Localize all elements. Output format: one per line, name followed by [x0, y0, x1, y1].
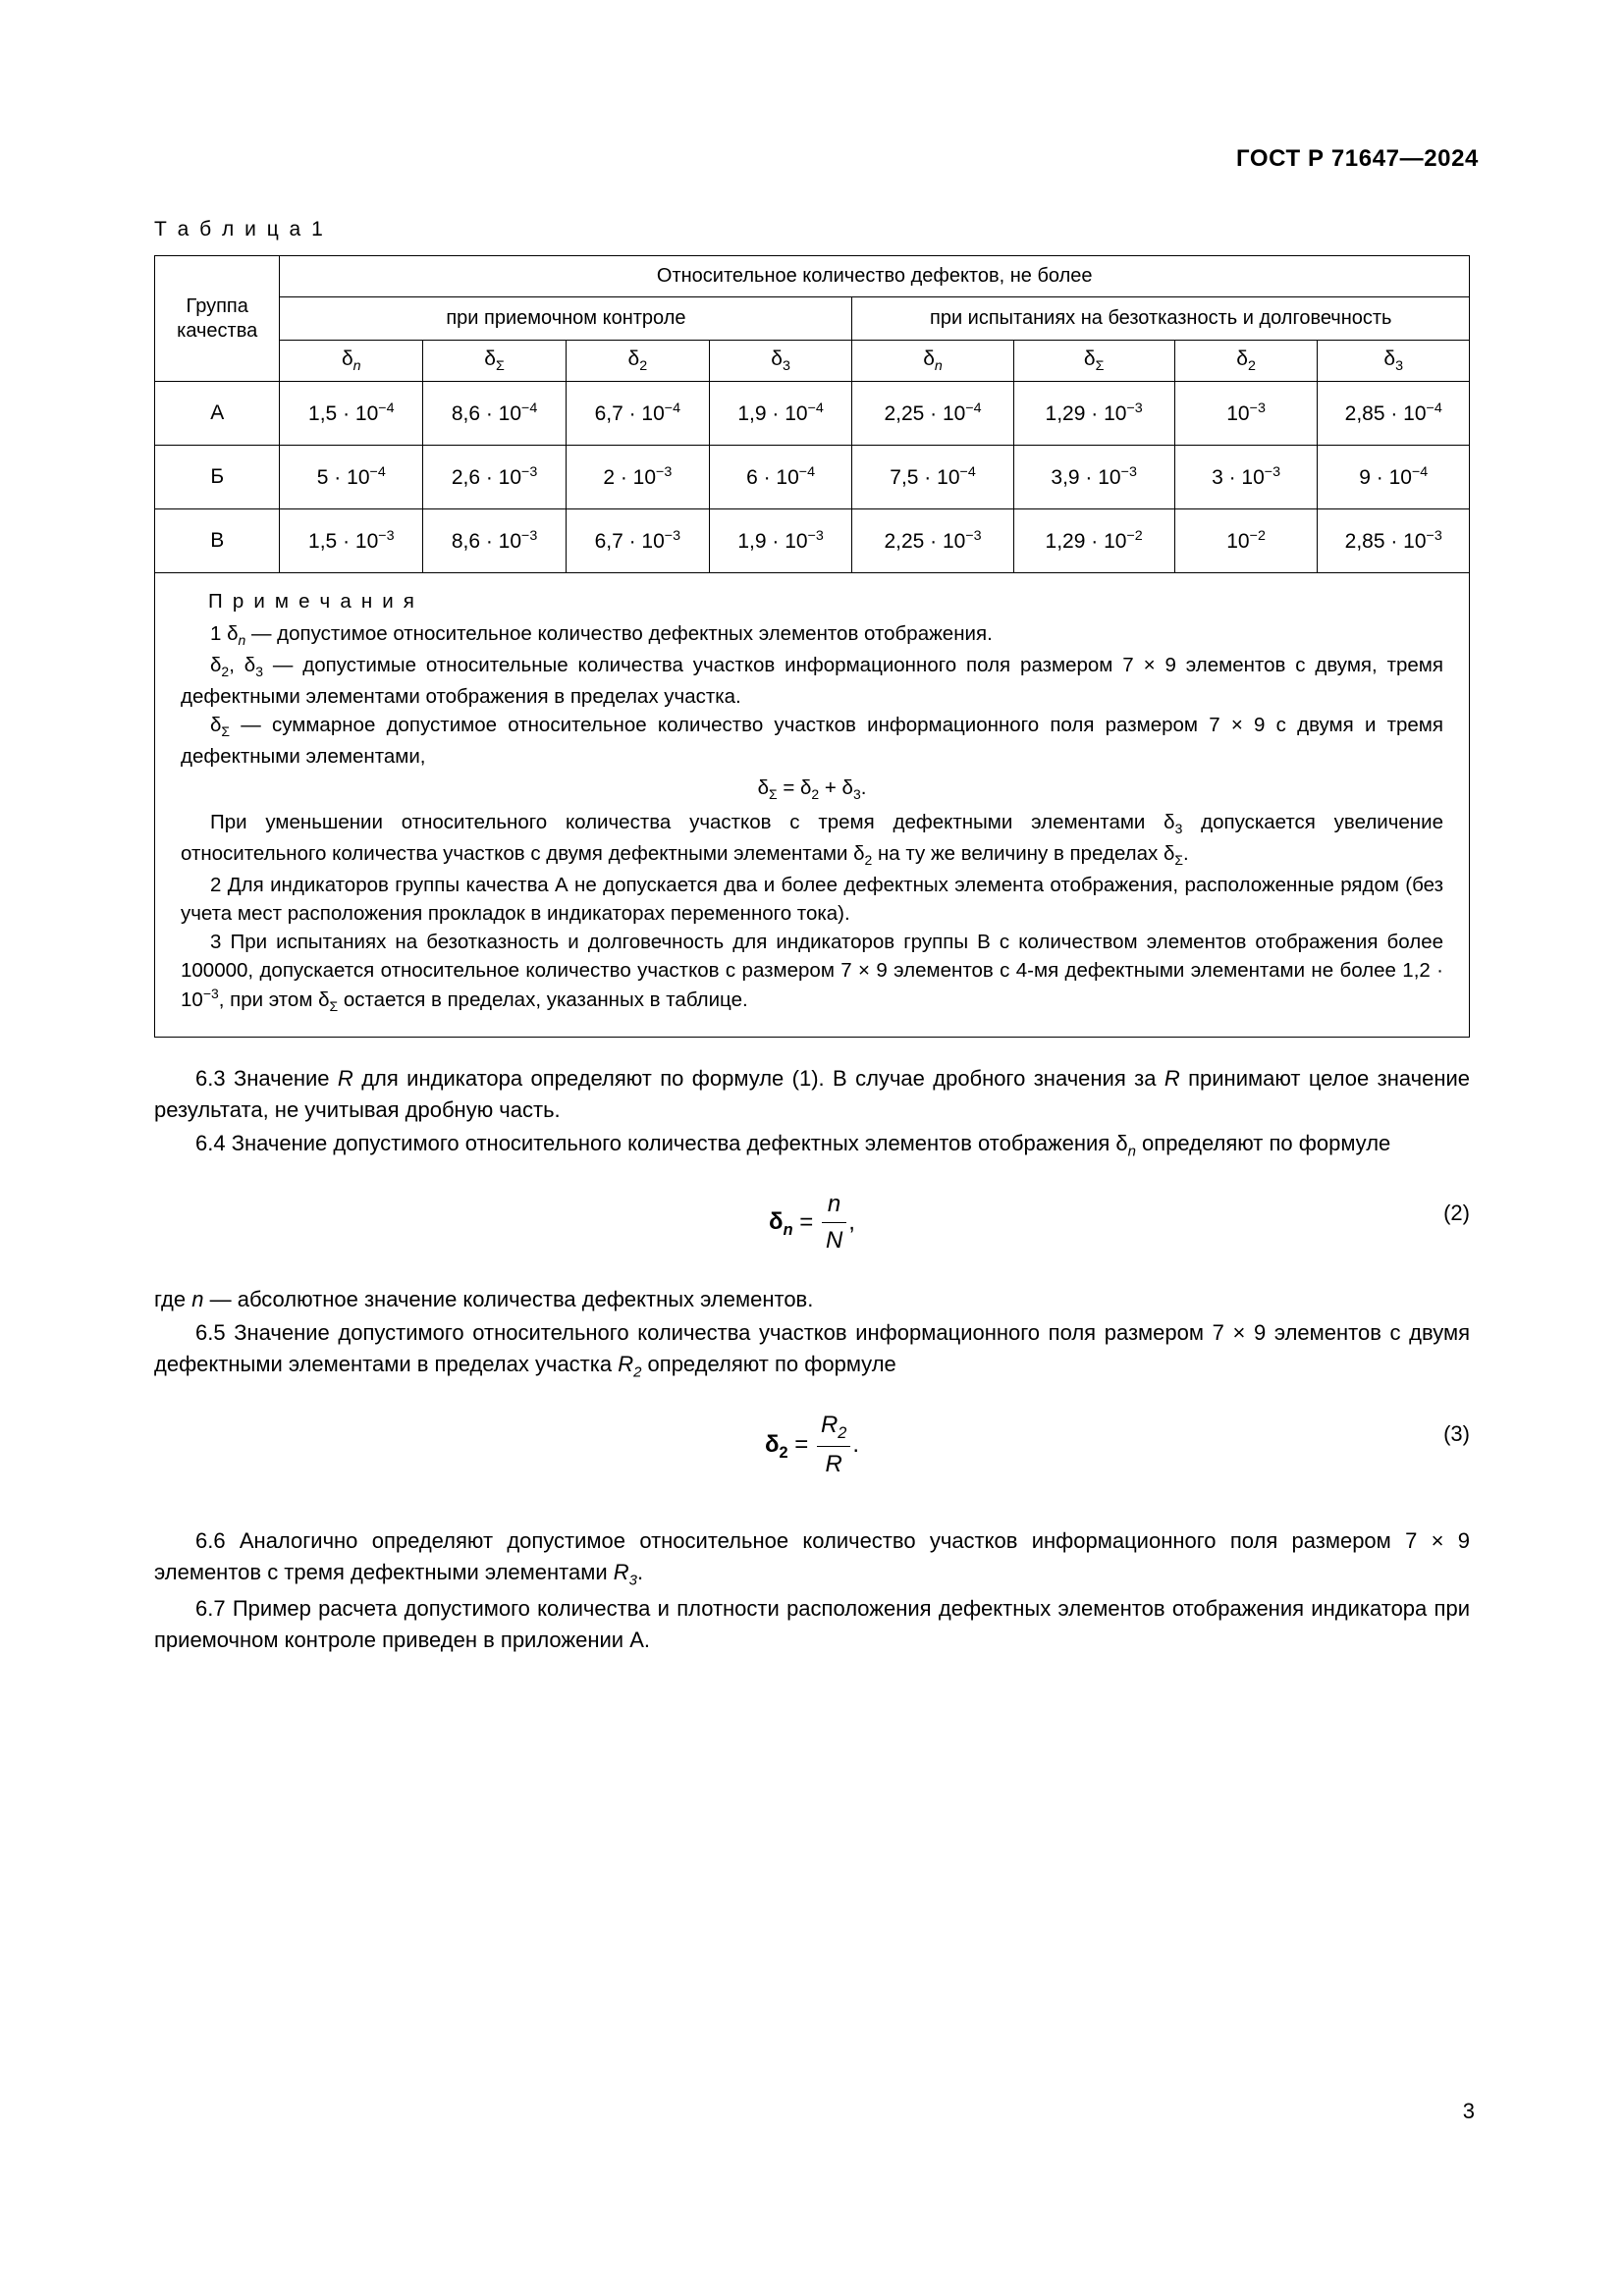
table-row	[155, 509, 1470, 573]
table-cell: $1,29 \cdot 10^{-2}$	[1013, 509, 1174, 573]
note-formula: $\delta_\Sigma = \delta_2 + \delta_3$.	[757, 775, 867, 803]
formula-2-number: (2)	[1443, 1200, 1470, 1225]
formula-3	[154, 1409, 1470, 1482]
table-caption: Т а б л и ц а 1	[154, 218, 326, 240]
table-header-group-line1: Группа	[186, 294, 248, 317]
table-header-span-right: при испытаниях на безотказность и долговечность	[852, 297, 1470, 341]
paragraph-6-4: 6.4 Значение допустимого относительного количества дефектных элементов отображения $\delta_n$ определяют по формуле	[195, 1130, 1391, 1159]
paragraph-6-7: 6.7 Пример расчета допустимого количества и плотности расположения дефектных элементов отображения индикатора при приемочном контроле приведен в приложении А.	[154, 1596, 1470, 1653]
table-cell: $2,6 \cdot 10^{-3}$	[423, 446, 567, 509]
table-cell: $6 \cdot 10^{-4}$	[709, 446, 852, 509]
table-cell: $3,9 \cdot 10^{-3}$	[1013, 446, 1174, 509]
note-item-5: 2 Для индикаторов группы качества А не допускается два и более дефектных элемента отображения, расположенные рядом (без учета мест расположения прокладок в индикаторах переменного тока).	[181, 873, 1443, 925]
table-header-span-left: при приемочном контроле	[280, 297, 852, 341]
table-header-symbol: $\delta_n$	[280, 341, 423, 382]
formula-2-lhs: $\delta_n$	[769, 1208, 793, 1239]
table-cell: $7,5 \cdot 10^{-4}$	[852, 446, 1013, 509]
table-header-symbol: $\delta_\Sigma$	[423, 341, 567, 382]
table-header-group	[155, 256, 280, 382]
table-cell: $8,6 \cdot 10^{-3}$	[423, 509, 567, 573]
note-item-6: 3 При испытаниях на безотказность и долговечность для индикаторов группы В с количеством элементов отображения более 100000, допускается относительное количество участков с размером 7 × 9 элементов с 4-мя дефектными элементами не более $1,2 \cdot 10^{-3}$, при этом $\delta_\Sigma$ остается в пределах, указанных в таблице.	[181, 930, 1443, 1014]
page-content	[154, 218, 1470, 1658]
table-row	[155, 382, 1470, 446]
page-number: 3	[1462, 2099, 1475, 2123]
table-header-symbol: $\delta_\Sigma$	[1013, 341, 1174, 382]
table-header-symbol: $\delta_n$	[852, 341, 1013, 382]
table-cell: $10^{-2}$	[1174, 509, 1318, 573]
table-cell: $2 \cdot 10^{-3}$	[566, 446, 709, 509]
table-cell: $1,29 \cdot 10^{-3}$	[1013, 382, 1174, 446]
formula-3-lhs: $\delta_2$	[764, 1430, 788, 1462]
table-header-span-all: Относительное количество дефектов, не более	[280, 256, 1470, 297]
paragraph-6-3: 6.3 Значение R для индикатора определяют по формуле (1). В случае дробного значения за R принимают целое значение результата, не учитывая дробную часть.	[154, 1065, 1470, 1122]
formula-3-number: (3)	[1443, 1421, 1470, 1446]
table-cell-group: А	[155, 382, 280, 446]
table-row	[155, 446, 1470, 509]
defects-table	[154, 255, 1470, 573]
formula-2-numerator: n	[822, 1188, 846, 1224]
table-header-symbol: $\delta_2$	[1174, 341, 1318, 382]
table-cell: $1,5 \cdot 10^{-3}$	[280, 509, 423, 573]
table-notes	[154, 573, 1470, 1038]
table-cell-group: В	[155, 509, 280, 573]
formula-3-fraction	[817, 1409, 850, 1482]
formula-2	[154, 1188, 1470, 1259]
formula-3-tail: .	[852, 1430, 860, 1458]
paragraph-6-5: 6.5 Значение допустимого относительного количества участков информационного поля размером 7 × 9 элементов с двумя дефектными элементами в пределах участка $R_2$ определяют по формуле	[154, 1320, 1470, 1381]
table-header-symbol: $\delta_2$	[566, 341, 709, 382]
table-cell: $3 \cdot 10^{-3}$	[1174, 446, 1318, 509]
formula-3-numerator: $R_2$	[817, 1409, 850, 1447]
table-header-symbol: $\delta_3$	[709, 341, 852, 382]
table-cell: $2,85 \cdot 10^{-3}$	[1318, 509, 1470, 573]
table-cell: $1,5 \cdot 10^{-4}$	[280, 382, 423, 446]
table-cell: $8,6 \cdot 10^{-4}$	[423, 382, 567, 446]
formula-2-equals: =	[799, 1208, 820, 1236]
formula-2-tail: ,	[848, 1208, 855, 1236]
table-cell: $1,9 \cdot 10^{-4}$	[709, 382, 852, 446]
formula-2-fraction	[822, 1188, 846, 1259]
paragraph-6-6: 6.6 Аналогично определяют допустимое относительное количество участков информационного поля размером 7 × 9 элементов с тремя дефектными элементами $R_3$.	[154, 1528, 1470, 1589]
table-header-symbols	[155, 341, 1470, 382]
page-header: ГОСТ Р 71647—2024	[1235, 145, 1479, 172]
table-header-symbol: $\delta_3$	[1318, 341, 1470, 382]
table-cell: $1,9 \cdot 10^{-3}$	[709, 509, 852, 573]
table-cell: $9 \cdot 10^{-4}$	[1318, 446, 1470, 509]
table-cell: $5 \cdot 10^{-4}$	[280, 446, 423, 509]
formula-3-equals: =	[794, 1430, 815, 1458]
table-cell: $2,85 \cdot 10^{-4}$	[1318, 382, 1470, 446]
note-item-3: $\delta_\Sigma$ — суммарное допустимое относительное количество участков информационного поля размером 7 × 9 с двумя и тремя дефектными элементами,	[181, 713, 1443, 768]
note-item-1: 1 $\delta_n$ — допустимое относительное количество дефектных элементов отображения.	[210, 622, 993, 649]
formula-3-denominator: R	[825, 1451, 842, 1478]
notes-title: П р и м е ч а н и я	[208, 590, 417, 613]
formula-2-denominator: N	[825, 1227, 843, 1255]
table-cell: $2,25 \cdot 10^{-3}$	[852, 509, 1013, 573]
table-header-group-line2: качества	[177, 319, 258, 342]
table-cell: $2,25 \cdot 10^{-4}$	[852, 382, 1013, 446]
table-cell: $6,7 \cdot 10^{-3}$	[566, 509, 709, 573]
table-cell: $6,7 \cdot 10^{-4}$	[566, 382, 709, 446]
table-cell-group: Б	[155, 446, 280, 509]
paragraph-where: где n — абсолютное значение количества дефектных элементов.	[154, 1287, 814, 1312]
note-item-2: $\delta_2$, $\delta_3$ — допустимые относительные количества участков информационного поля размером 7 × 9 элементов с двумя, тремя дефектными элементами отображения в пределах участка.	[181, 653, 1443, 708]
table-cell: $10^{-3}$	[1174, 382, 1318, 446]
note-item-4: При уменьшении относительного количества участков с тремя дефектными элементами $\delta_3$ допускается увеличение относительного количества участков с двумя дефектными элементами $\delta_2$ на ту же величину в пределах $\delta_\Sigma$.	[181, 810, 1443, 868]
body-text	[154, 1063, 1470, 1656]
